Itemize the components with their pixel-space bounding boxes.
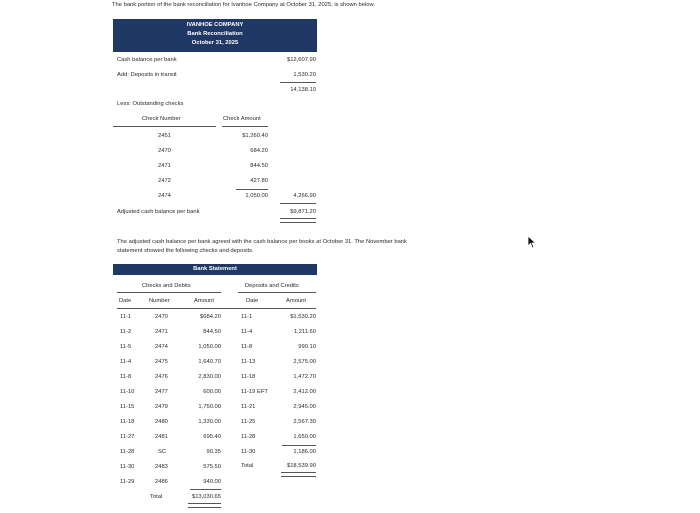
check-date: 11-15 xyxy=(120,404,135,410)
deposit-date: 11-4 xyxy=(241,329,253,335)
check-number: 2486 xyxy=(155,479,168,485)
check-date: 11-10 xyxy=(120,389,135,395)
col-dep-amount: Amount xyxy=(286,298,306,304)
check-amount: 1,330.00 xyxy=(198,419,221,425)
check-amount: 940.00 xyxy=(203,479,221,485)
deposit-date: 11-18 xyxy=(241,374,256,380)
check-number: 2475 xyxy=(155,359,168,365)
intro-text: The bank portion of the bank reconciliation for Ivanhoe Company at October 31, 2025, is shown below. xyxy=(112,2,375,8)
check-amount: 1,640.70 xyxy=(198,359,221,365)
check-number: 2471 xyxy=(158,163,171,169)
statement-header xyxy=(113,264,317,275)
cash-balance-value: $12,607.90 xyxy=(286,57,316,63)
recon-title: Bank Reconciliation xyxy=(187,31,243,37)
check-date: 11-8 xyxy=(120,374,132,380)
check-amount: 695.40 xyxy=(203,434,221,440)
check-amount-rule xyxy=(222,126,268,127)
check-number: 2451 xyxy=(158,133,171,139)
adjusted-value: $9,871.20 xyxy=(290,209,316,215)
deposits-label: Add: Deposits in transit xyxy=(117,72,177,78)
recon-date: October 31, 2025 xyxy=(191,40,239,46)
deposit-amount: 2,945.00 xyxy=(293,404,316,410)
check-amount: 684.20 xyxy=(250,148,268,154)
check-date: 11-5 xyxy=(120,344,132,350)
middle-text-line-1: The adjusted cash balance per bank agreed with the cash balance per books at October 31. The November bank xyxy=(117,239,407,245)
check-number: 2472 xyxy=(158,178,171,184)
deposits-value: 1,530.20 xyxy=(293,72,316,78)
deposit-amount: 1,186.00 xyxy=(293,449,316,455)
check-amount: 90.35 xyxy=(206,449,221,455)
statement-title: Bank Statement xyxy=(193,266,237,272)
deposits-total-double-rule xyxy=(281,472,316,477)
check-amount: 575.50 xyxy=(203,464,221,470)
check-number: 2479 xyxy=(155,404,168,410)
checks-debits-title: Checks and Debits xyxy=(142,283,191,289)
deposit-date: 11-8 xyxy=(241,344,253,350)
check-number: 2483 xyxy=(155,464,168,470)
adjusted-rule xyxy=(280,203,316,204)
check-number: SC xyxy=(158,449,167,455)
check-date: 11-1 xyxy=(120,314,132,320)
check-date: 11-27 xyxy=(120,434,135,440)
company-name: IVANHOE COMPANY xyxy=(186,22,244,28)
checks-debits-rule xyxy=(117,292,221,293)
deposit-date: 11-28 xyxy=(241,434,256,440)
deposit-amount: 2,575.00 xyxy=(293,359,316,365)
checks-total-label: Total xyxy=(150,494,163,500)
check-number: 2471 xyxy=(155,329,168,335)
check-amount: 600.00 xyxy=(203,389,221,395)
deposit-date: 11-19 EFT xyxy=(241,389,268,395)
check-date: 11-28 xyxy=(120,449,135,455)
col-amount: Amount xyxy=(194,298,214,304)
less-label: Less: Outstanding checks xyxy=(117,101,184,107)
check-number: 2474 xyxy=(158,193,171,199)
check-number: 2477 xyxy=(155,389,168,395)
check-date: 11-29 xyxy=(120,479,135,485)
adjusted-label: Adjusted cash balance per bank xyxy=(117,209,200,215)
checks-total-double-rule xyxy=(188,503,221,508)
deposit-amount: 2,412.00 xyxy=(293,389,316,395)
col-number: Number xyxy=(149,298,170,304)
check-number: 2480 xyxy=(155,419,168,425)
checks-total-value: 4,266.90 xyxy=(293,193,316,199)
check-number: 2476 xyxy=(155,374,168,380)
checks-total-value: $13,030.65 xyxy=(191,494,221,500)
checks-sum-rule xyxy=(190,489,221,490)
check-number: 2474 xyxy=(155,344,168,350)
subtotal-value: 14,138.10 xyxy=(290,87,316,93)
col-dep-date: Date xyxy=(246,298,259,304)
adjusted-double-rule xyxy=(280,218,316,223)
deposits-credits-rule xyxy=(238,292,316,293)
deposit-amount: 1,650.00 xyxy=(293,434,316,440)
deposit-date: 11-1 xyxy=(241,314,253,320)
check-amount: $1,260.40 xyxy=(242,133,268,139)
check-amount-header: Check Amount xyxy=(223,116,261,122)
check-amount: 844.50 xyxy=(203,329,221,335)
check-date: 11-2 xyxy=(120,329,132,335)
deposit-amount: 1,211.60 xyxy=(293,329,316,335)
deposit-date: 11-13 xyxy=(241,359,256,365)
deposit-amount: 2,567.30 xyxy=(293,419,316,425)
col-date: Date xyxy=(119,298,132,304)
deposits-credits-title: Deposits and Credits xyxy=(245,283,299,289)
cash-balance-label: Cash balance per bank xyxy=(117,57,177,63)
deposits-total-label: Total xyxy=(241,463,254,469)
check-date: 11-18 xyxy=(120,419,135,425)
deposit-amount: 990.10 xyxy=(298,344,316,350)
check-amount: 1,050.00 xyxy=(198,344,221,350)
check-number: 2470 xyxy=(155,314,168,320)
subtotal-rule xyxy=(280,82,316,83)
recon-header xyxy=(113,19,317,52)
check-number: 2481 xyxy=(155,434,168,440)
check-date: 11-4 xyxy=(120,359,132,365)
deposit-amount: 1,472.70 xyxy=(293,374,316,380)
deposit-amount: $1,530.20 xyxy=(290,314,316,320)
check-amount: 1,750.00 xyxy=(198,404,221,410)
check-amount: 1,050.00 xyxy=(245,193,268,199)
check-amount: 844.50 xyxy=(250,163,268,169)
check-amount: 2,830.00 xyxy=(198,374,221,380)
checks-total-rule xyxy=(236,189,268,190)
deposits-sum-rule xyxy=(282,445,316,446)
deposit-date: 11-21 xyxy=(241,404,256,410)
deposit-date: 11-30 xyxy=(241,449,256,455)
check-date: 11-30 xyxy=(120,464,135,470)
check-amount: 427.80 xyxy=(250,178,268,184)
check-number-rule xyxy=(113,126,216,127)
deposit-date: 11-25 xyxy=(241,419,256,425)
column-header-rule xyxy=(117,308,316,309)
check-number-header: Check Number xyxy=(142,116,181,122)
check-number: 2470 xyxy=(158,148,171,154)
middle-text-line-2: statement showed the following checks and deposits. xyxy=(117,248,254,254)
deposits-total-value: $18,539.90 xyxy=(286,463,316,469)
check-amount: $684.20 xyxy=(200,314,221,320)
